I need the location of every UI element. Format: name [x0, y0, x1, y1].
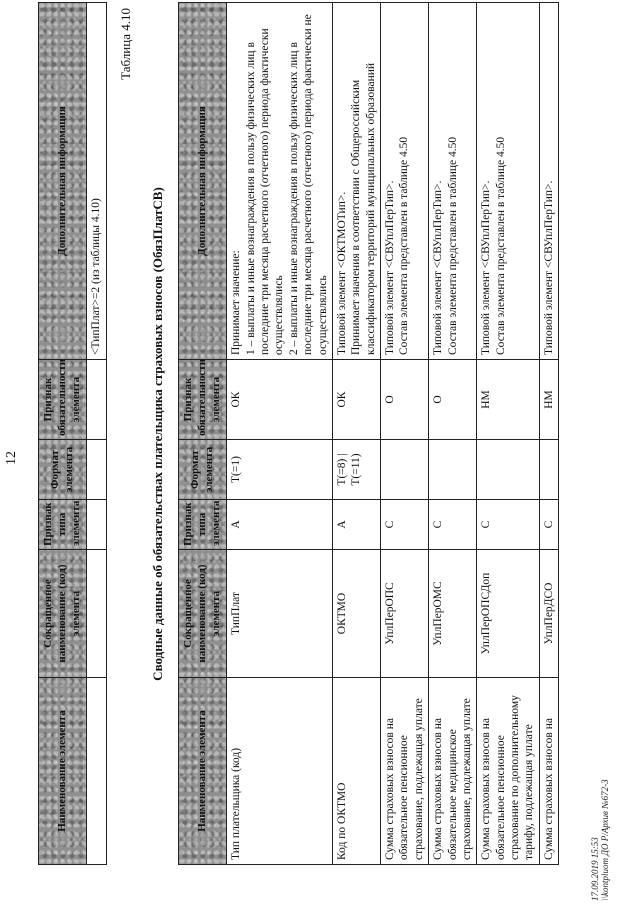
- format-cell: [477, 440, 540, 500]
- info-line: Принимает значение:: [230, 250, 243, 355]
- table-title: Сводные данные об обязательствах плательщика страховых взносов (ОбязПлатСВ): [150, 187, 165, 681]
- short-name-cell: УплПерОПСДоп: [477, 550, 540, 678]
- note-cell: <ТипПлат>=2 (из таблицы 4.10): [87, 3, 106, 360]
- header-name: Наименование элемента: [179, 678, 227, 865]
- short-name-cell: ТипПлат: [227, 550, 333, 678]
- stamp-line: \\kontpluom ДО Р/Архив №672-3: [600, 779, 611, 901]
- required-cell: НМ: [477, 360, 540, 440]
- info-line: Состав элемента представлен в таблице 4.50: [446, 136, 459, 355]
- element-name-cell: Сумма страховых взносов на обязательное пенсионное страхование по дополнительному тарифу, подлежащая уплате: [477, 678, 540, 865]
- table-row: [332, 3, 380, 865]
- continued-table: [38, 2, 107, 865]
- required-cell: О: [381, 360, 429, 440]
- header-type: Признак типа элемента: [39, 500, 87, 550]
- required-cell: ОК: [227, 360, 333, 440]
- header-name: Наименование элемента: [39, 678, 87, 865]
- type-cell: С: [429, 500, 477, 550]
- element-name-cell: Сумма страховых взносов на обязательное пенсионное страхование, подлежащая уплате: [381, 678, 429, 865]
- type-cell: С: [539, 500, 558, 550]
- info-cell: [381, 3, 429, 360]
- header-format: Формат элемента: [39, 440, 87, 500]
- table-number: Таблица 4.10: [118, 8, 133, 80]
- required-cell: НМ: [539, 360, 558, 440]
- short-name-cell: УплПерДСО: [539, 550, 558, 678]
- element-name-cell: Тип плательщика (код): [227, 678, 333, 865]
- info-line: Состав элемента представлен в таблице 4.50: [494, 136, 507, 355]
- table-header-row: [39, 3, 87, 865]
- type-cell: А: [332, 500, 380, 550]
- format-cell: T(=1): [227, 440, 333, 500]
- required-cell: ОК: [332, 360, 380, 440]
- info-line: 1 – выплаты и иные вознаграждения в пользу физических лиц в последние три месяца расчетного (отчетного) периода фактически осуществлялись: [244, 28, 286, 355]
- short-name-cell: ОКТМО: [332, 550, 380, 678]
- main-table: [178, 2, 559, 865]
- table-row: [429, 3, 477, 865]
- format-cell: [429, 440, 477, 500]
- header-type: Признак типа элемента: [179, 500, 227, 550]
- header-format: Формат элемента: [179, 440, 227, 500]
- info-line: Типовой элемент <СВУплПерТип>.: [432, 180, 445, 355]
- table-row: [477, 3, 540, 865]
- format-cell: [381, 440, 429, 500]
- info-line: Типовой элемент <СВУплПерТип>.: [542, 180, 555, 355]
- info-line: Состав элемента представлен в таблице 4.50: [398, 136, 411, 355]
- table-row: [87, 3, 106, 865]
- table-row: [227, 3, 333, 865]
- header-info: Дополнительная информация: [39, 3, 87, 360]
- header-required: Признак обязательности элемента: [39, 360, 87, 440]
- info-line: Типовой элемент <СВУплПерТип>.: [384, 180, 396, 355]
- format-cell: T(=8) | T(=11): [332, 440, 380, 500]
- info-line: Типовой элемент <ОКТМОТип>.: [335, 191, 348, 355]
- header-short-name: Сокращенное наименование (код) элемента: [39, 550, 87, 678]
- info-cell: [332, 3, 380, 360]
- stamp-line: 17.09.2019 15:53: [590, 837, 600, 901]
- type-cell: С: [477, 500, 540, 550]
- required-cell: О: [429, 360, 477, 440]
- element-name-cell: Код по ОКТМО: [332, 678, 380, 865]
- type-cell: С: [381, 500, 429, 550]
- info-cell: [477, 3, 540, 360]
- short-name-cell: УплПерОПС: [381, 550, 429, 678]
- header-info: Дополнительная информация: [179, 3, 227, 360]
- table-row: [539, 3, 558, 865]
- info-cell: [227, 3, 333, 360]
- info-cell: [539, 3, 558, 360]
- header-required: Признак обязательности элемента: [179, 360, 227, 440]
- info-line: Принимает значения в соответствии с Общероссийским классификатором территорий муниципальных образований: [350, 62, 377, 355]
- print-stamp: [590, 779, 611, 901]
- header-short-name: Сокращенное наименование (код) элемента: [179, 550, 227, 678]
- info-line: Типовой элемент <СВУплПерТип>.: [480, 180, 493, 355]
- element-name-cell: Сумма страховых взносов на обязательное медицинское страхование, подлежащая уплате: [429, 678, 477, 865]
- type-cell: А: [227, 500, 333, 550]
- format-cell: [539, 440, 558, 500]
- page-number: 12: [4, 451, 19, 465]
- element-name-cell: Сумма страховых взносов на: [539, 678, 558, 865]
- info-line: 2 – выплаты и иные вознаграждения в пользу физических лиц в последние три месяца расчетного (отчетного) периода фактически не осуществлялись: [287, 14, 329, 355]
- table-header-row: [179, 3, 227, 865]
- short-name-cell: УплПерОМС: [429, 550, 477, 678]
- table-row: [381, 3, 429, 865]
- info-cell: [429, 3, 477, 360]
